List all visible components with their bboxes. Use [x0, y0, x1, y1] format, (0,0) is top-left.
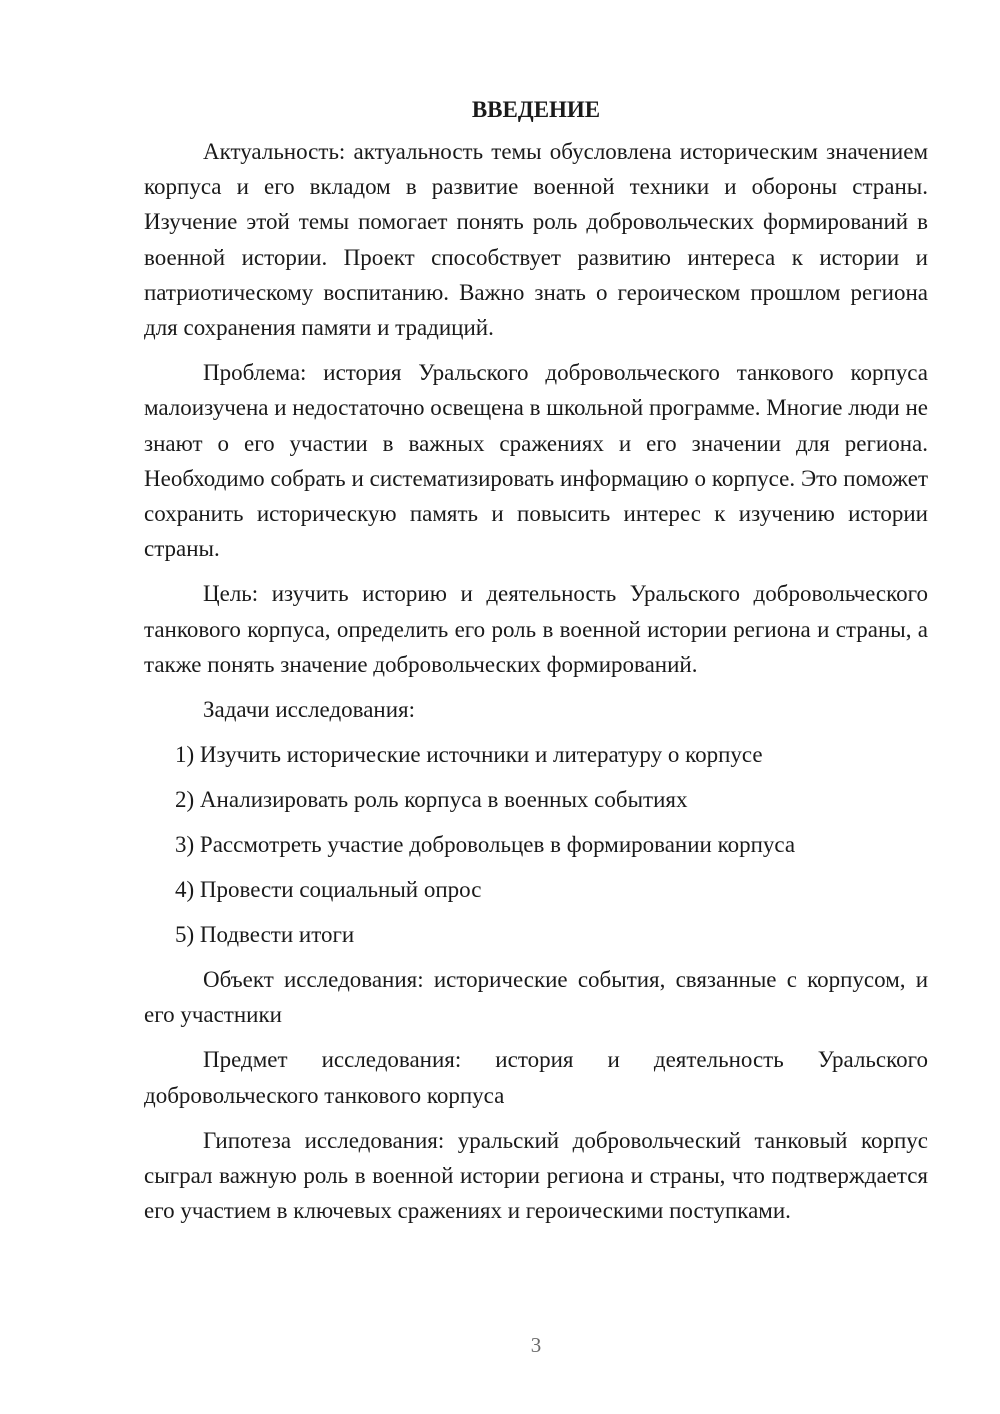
- document-page: [144, 92, 928, 1238]
- page-number: 3: [530, 1333, 542, 1357]
- task-item: 3) Рассмотреть участие добровольцев в формировании корпуса: [175, 832, 796, 858]
- object-paragraph: Объект исследования: исторические события, связанные с корпусом, и его участники: [144, 967, 928, 1028]
- problem-paragraph: Проблема: история Уральского добровольческого танкового корпуса малоизучена и недостаточно освещена в школьной программе. Многие люди не знают о его участии в важных сражениях и его значении для региона. Необходимо собрать и систематизировать информацию о корпусе. Это поможет сохранить историческую память и повысить интерес к изучению истории страны.: [144, 360, 928, 562]
- task-item: 4) Провести социальный опрос: [175, 877, 482, 903]
- task-item: 2) Анализировать роль корпуса в военных событиях: [175, 787, 688, 813]
- tasks-heading: Задачи исследования:: [203, 697, 416, 723]
- relevance-paragraph: Актуальность: актуальность темы обусловлена историческим значением корпуса и его вкладом в развитие военной техники и обороны страны. Изучение этой темы помогает понять роль добровольческих формирований в военной истории. Проект способствует развитию интереса к истории и патриотическому воспитанию. Важно знать о героическом прошлом региона для сохранения памяти и традиций.: [144, 139, 928, 341]
- goal-paragraph: Цель: изучить историю и деятельность Уральского добровольческого танкового корпуса, определить его роль в военной истории региона и страны, а также понять значение добровольческих формирований.: [144, 581, 928, 677]
- task-item: 5) Подвести итоги: [175, 922, 355, 948]
- subject-paragraph: Предмет исследования: история и деятельность Уральского добровольческого танкового корпуса: [144, 1047, 928, 1108]
- section-title: ВВЕДЕНИЕ: [471, 97, 601, 122]
- task-item: 1) Изучить исторические источники и литературу о корпусе: [175, 742, 763, 768]
- hypothesis-paragraph: Гипотеза исследования: уральский добровольческий танковый корпус сыграл важную роль в военной истории региона и страны, что подтверждается его участием в ключевых сражениях и героическими поступками.: [144, 1127, 928, 1224]
- task-list: [144, 737, 928, 952]
